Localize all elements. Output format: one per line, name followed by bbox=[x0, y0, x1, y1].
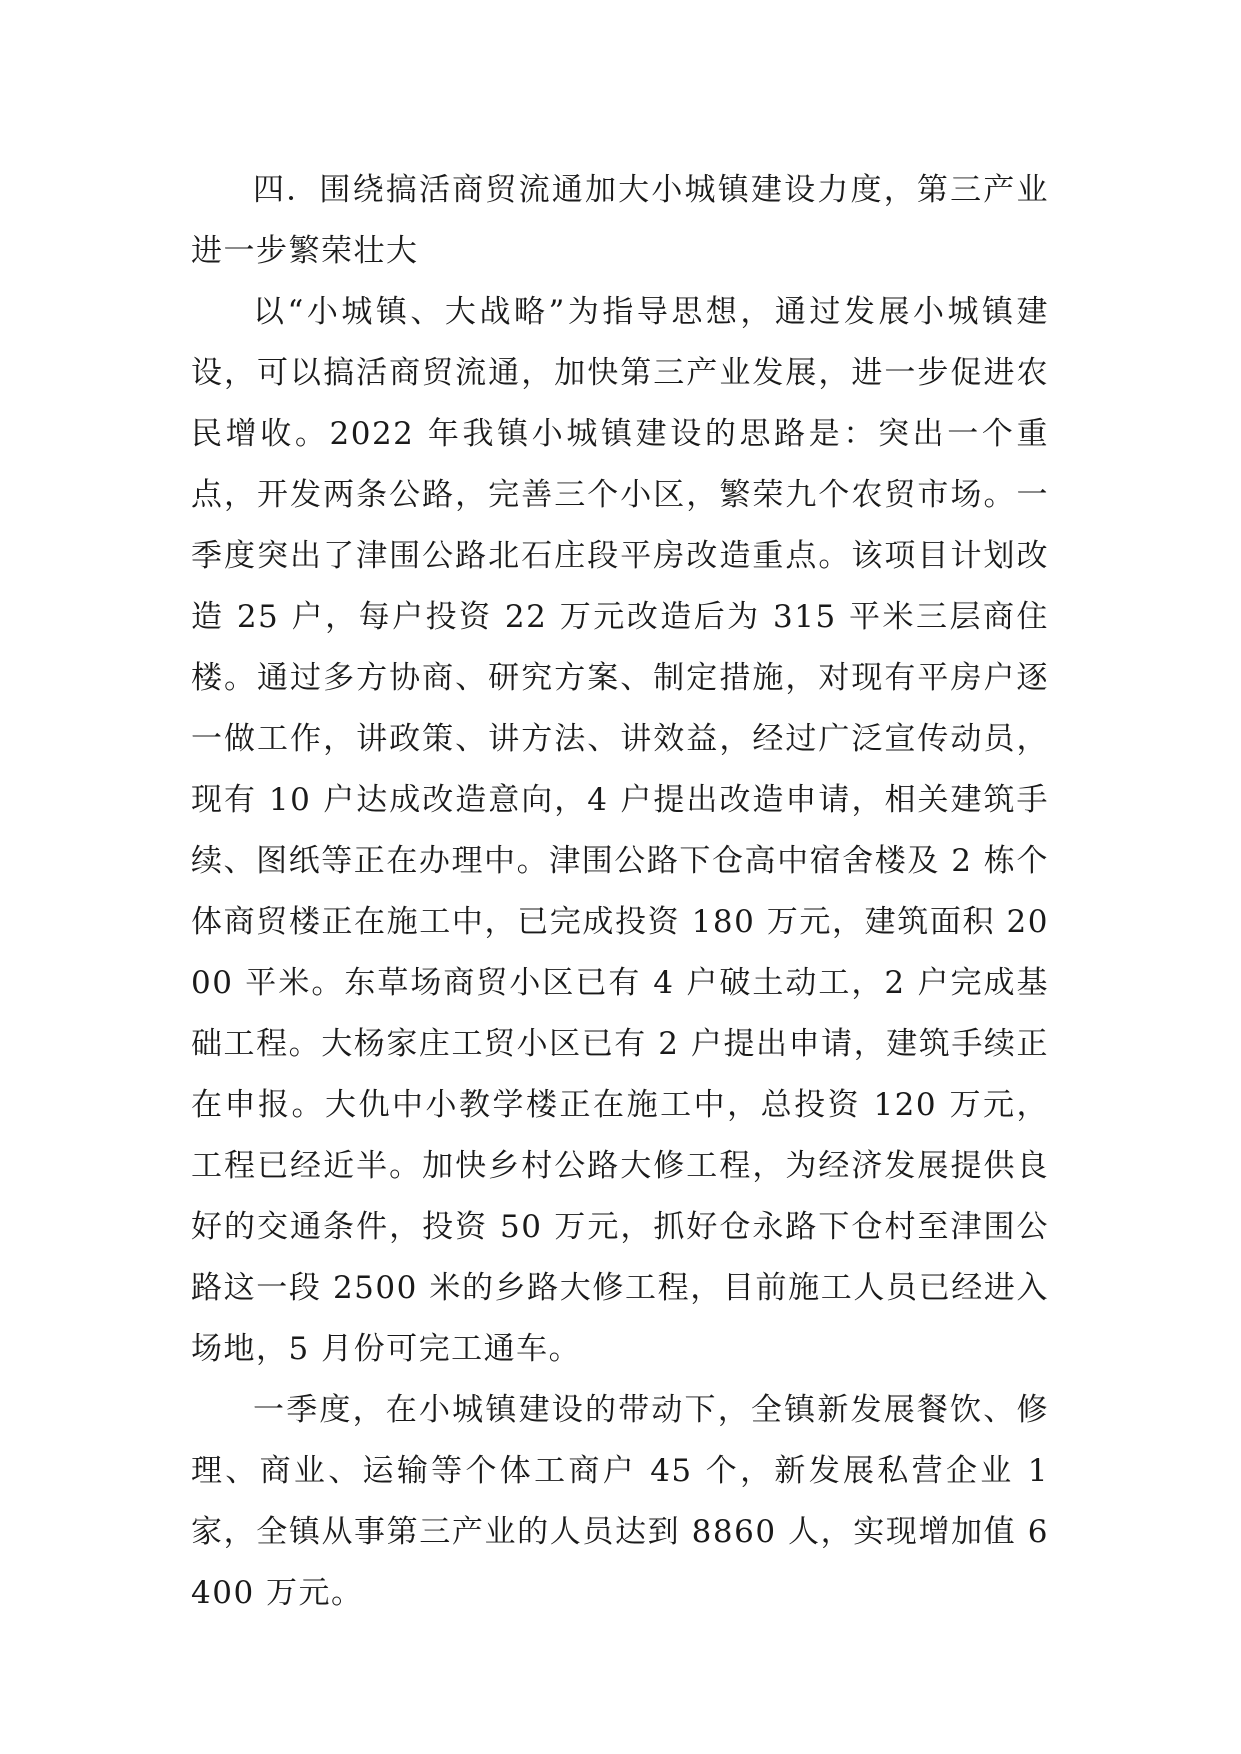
body-paragraph-2: 一季度，在小城镇建设的带动下，全镇新发展餐饮、修理、商业、运输等个体工商户 45 个，新发展私营企业 1 家，全镇从事第三产业的人员达到 8860 人，实现增加值 6400 万元。 bbox=[191, 1392, 1049, 1611]
document-body bbox=[191, 160, 1049, 1624]
section-heading: 四．围绕搞活商贸流通加大小城镇建设力度，第三产业进一步繁荣壮大 bbox=[191, 172, 1049, 269]
body-paragraph-1: 以“小城镇、大战略”为指导思想，通过发展小城镇建设，可以搞活商贸流通，加快第三产业发展，进一步促进农民增收。2022 年我镇小城镇建设的思路是：突出一个重点，开发两条公路，完善三个小区，繁荣九个农贸市场。一季度突出了津围公路北石庄段平房改造重点。该项目计划改造 25 户，每户投资 22 万元改造后为 315 平米三层商住楼。通过多方协商、研究方案、制定措施，对现有平房户逐一做工作，讲政策、讲方法、讲效益，经过广泛宣传动员，现有 10 户达成改造意向，4 户提出改造申请，相关建筑手续、图纸等正在办理中。津围公路下仓高中宿舍楼及 2 栋个体商贸楼正在施工中，已完成投资 180 万元，建筑面积 2000 平米。东草场商贸小区已有 4 户破土动工，2 户完成基础工程。大杨家庄工贸小区已有 2 户提出申请，建筑手续正在申报。大仇中小教学楼正在施工中，总投资 120 万元，工程已经近半。加快乡村公路大修工程，为经济发展提供良好的交通条件，投资 50 万元，抓好仓永路下仓村至津围公路这一段 2500 米的乡路大修工程，目前施工人员已经进入场地，5 月份可完工通车。 bbox=[191, 294, 1049, 1367]
